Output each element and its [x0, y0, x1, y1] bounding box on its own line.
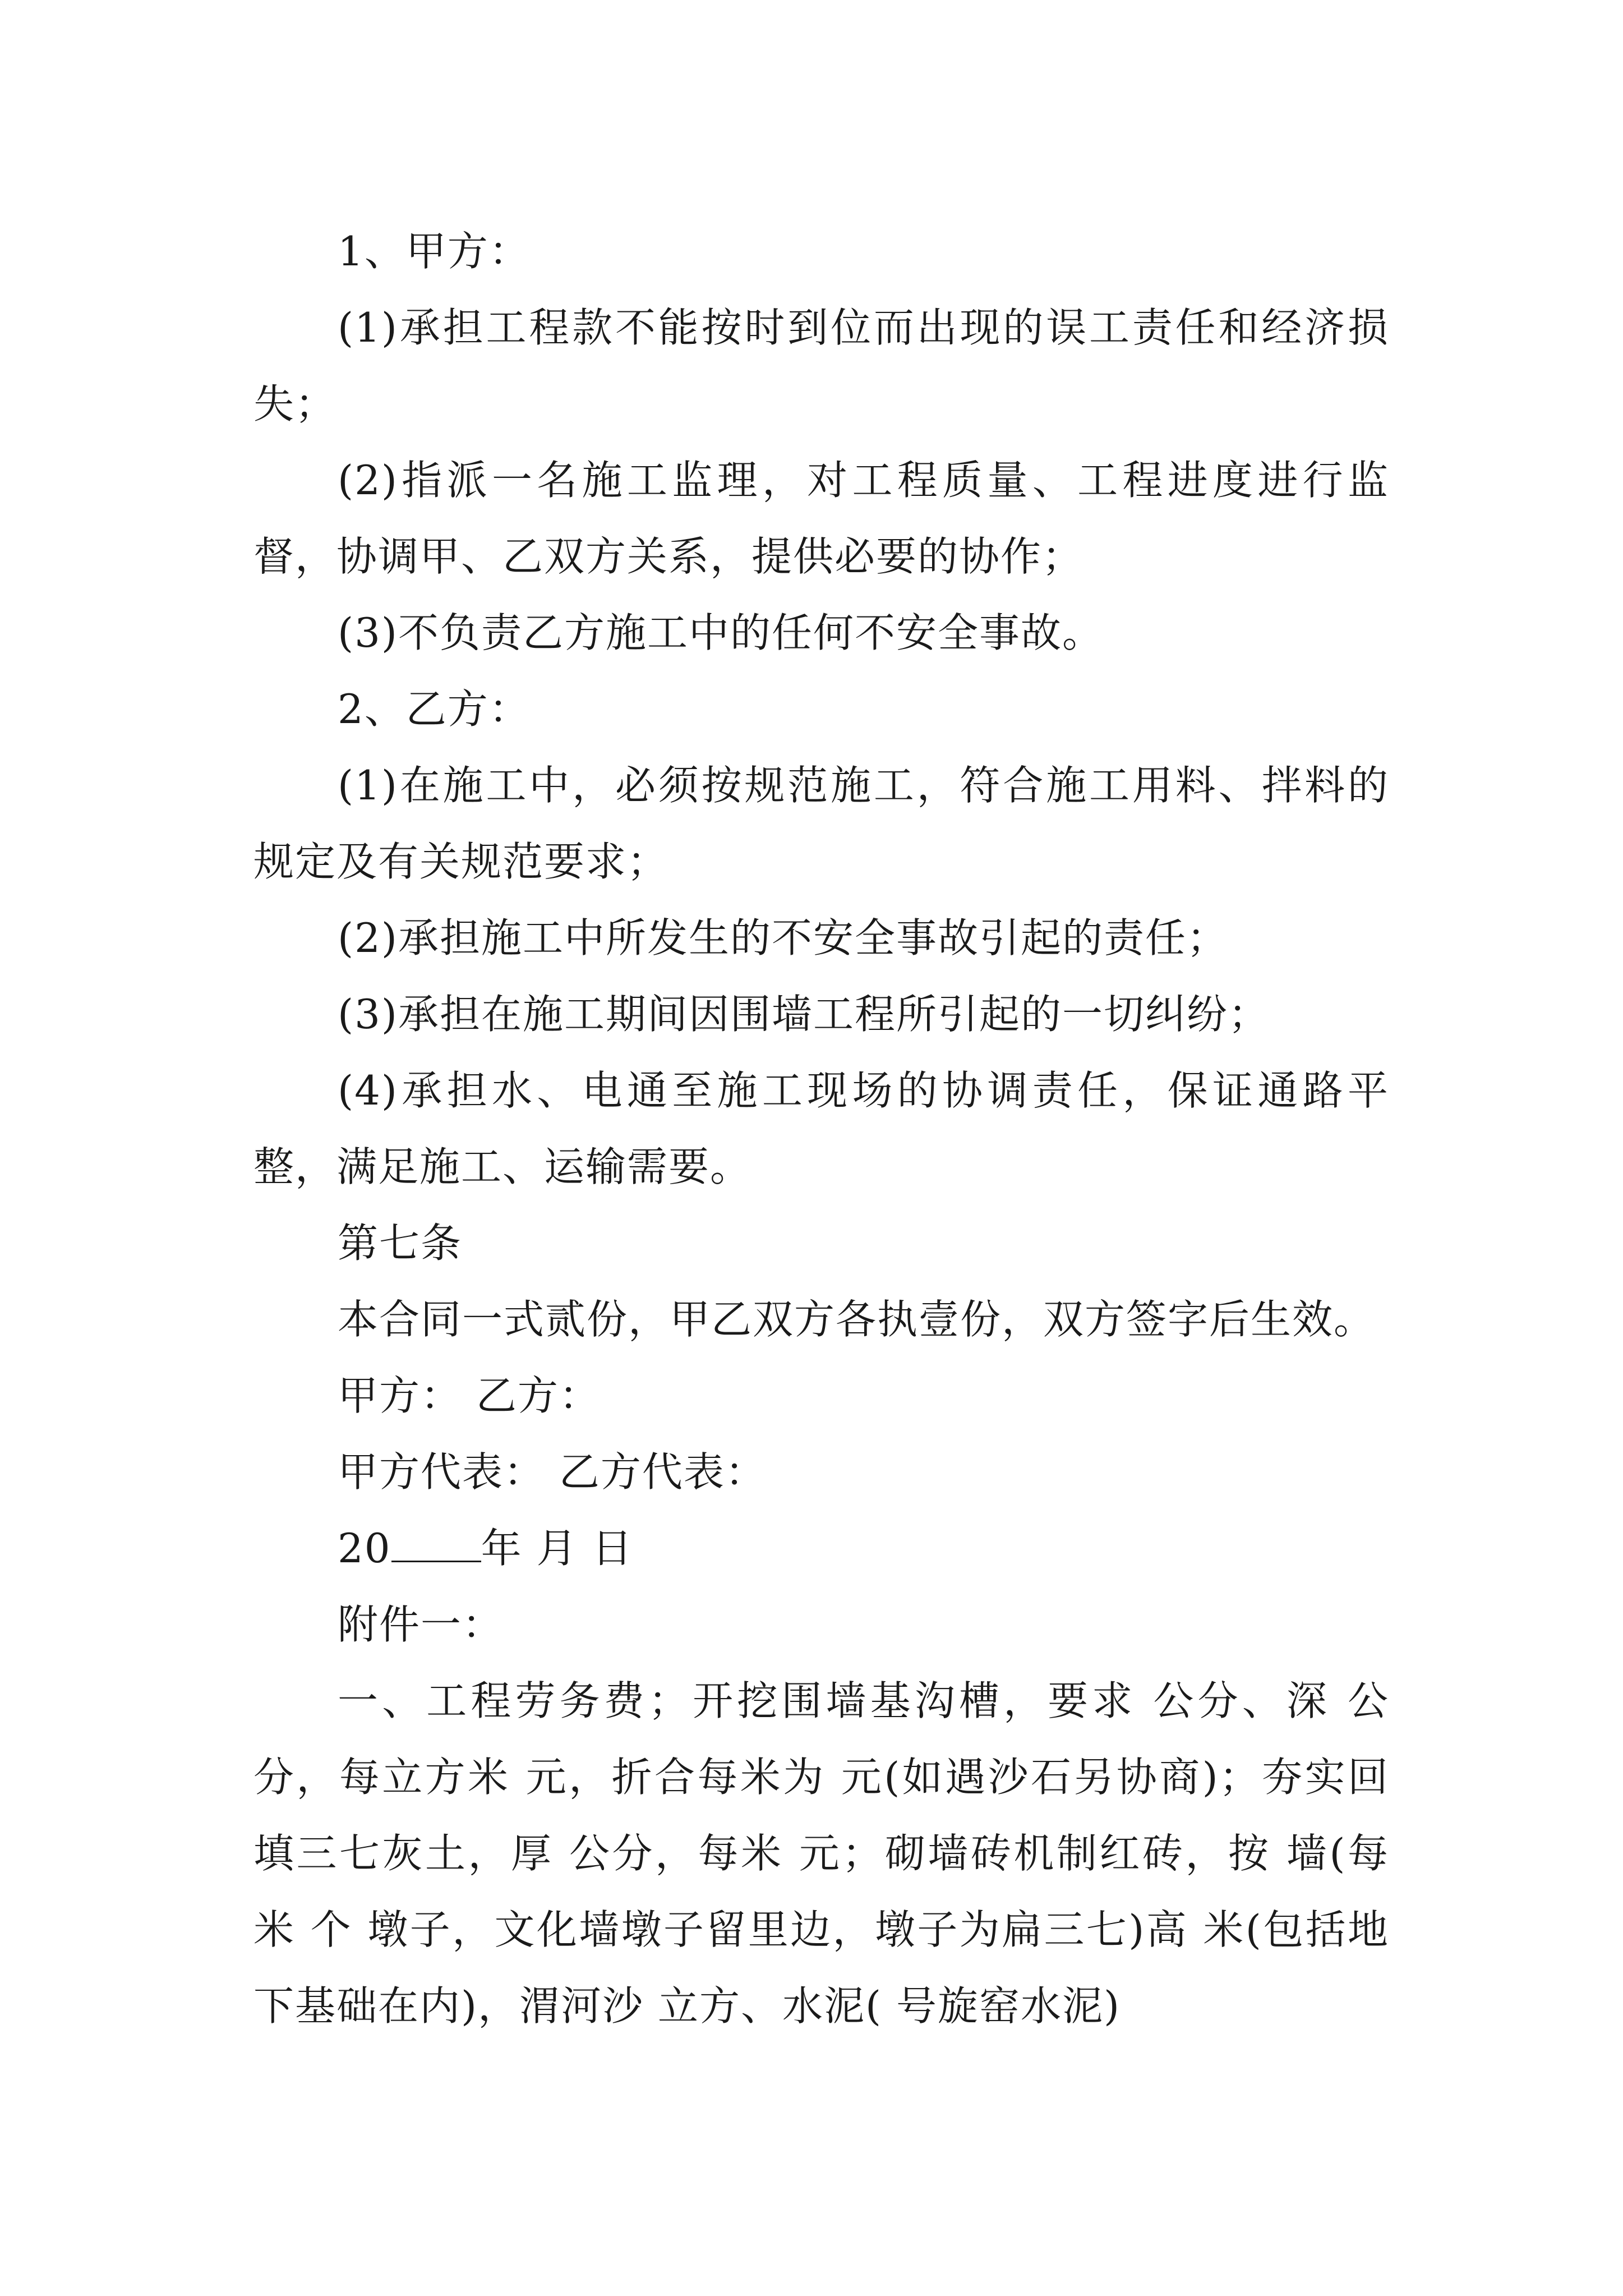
- party-b-item-2: (2)承担施工中所发生的不安全事故引起的责任；: [338, 914, 1228, 961]
- party-a-item-3: (3)不负责乙方施工中的任何不安全事故。: [338, 609, 1104, 656]
- date-year-blank: [391, 1527, 481, 1562]
- article-seven-heading: 第七条: [338, 1220, 463, 1267]
- appendix-labor-cost: 一、工程劳务费；开挖围墙基沟槽，要求 公分、深 公分，每立方米 元，折合每米为 元(如遇沙石另协商)；夯实回填三七灰土，厚 公分，每米 元；砌墙砖机制红砖，按 墙(每 米 个 墩子，文化墙墩子留里边，墩子为扁三七)高 米(包括地下基础在内)，渭河沙 立方、水泥( 号旋窑水泥): [253, 1677, 1389, 2030]
- party-b-item-3: (3)承担在施工期间因围墙工程所引起的一切纠纷；: [338, 991, 1270, 1038]
- date-line: [253, 1510, 1389, 1586]
- document-body: [253, 213, 1389, 2044]
- party-b-heading: 2、乙方：: [338, 685, 531, 733]
- signature-parties: 甲方： 乙方：: [338, 1372, 601, 1419]
- date-suffix: 年 月 日: [481, 1525, 634, 1572]
- party-b-item-4: (4)承担水、电通至施工现场的协调责任，保证通路平整，满足施工、运输需要。: [253, 1067, 1389, 1190]
- date-year-prefix: 20: [338, 1525, 391, 1572]
- appendix-heading: 附件一：: [338, 1601, 504, 1648]
- party-a-heading: 1、甲方：: [338, 228, 531, 275]
- party-a-item-1: (1)承担工程款不能按时到位而出现的误工责任和经济损失；: [253, 304, 1389, 427]
- party-a-item-2: (2)指派一名施工监理，对工程质量、工程进度进行监督，协调甲、乙双方关系，提供必要的协作；: [253, 457, 1389, 580]
- copies-clause: 本合同一式贰份，甲乙双方各执壹份，双方签字后生效。: [338, 1296, 1376, 1343]
- party-b-item-1: (1)在施工中，必须按规范施工，符合施工用料、拌料的规定及有关规范要求；: [253, 762, 1389, 885]
- signature-representatives: 甲方代表： 乙方代表：: [338, 1448, 767, 1496]
